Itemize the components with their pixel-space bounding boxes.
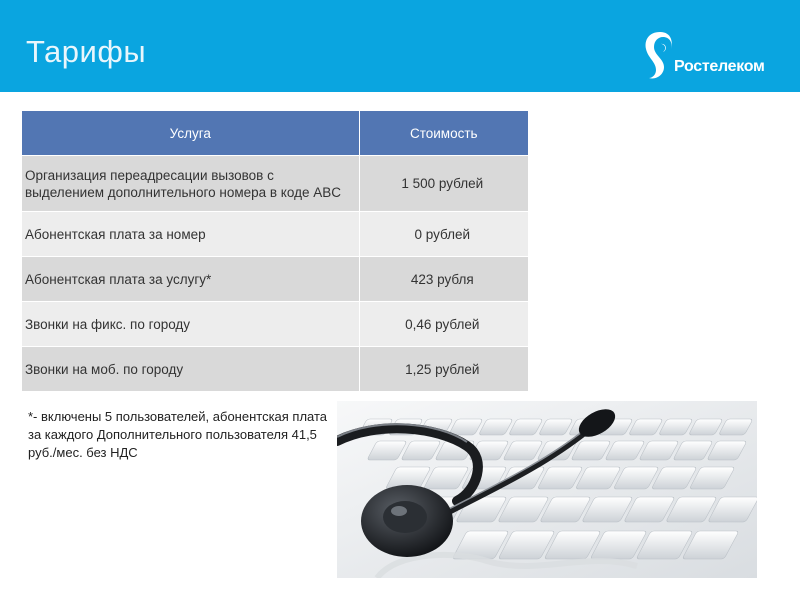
service-cell: Звонки на моб. по городу <box>22 347 359 392</box>
rostelecom-logo <box>640 28 790 80</box>
price-cell: 1 500 рублей <box>359 156 528 212</box>
column-header-price: Стоимость <box>359 111 528 156</box>
price-cell: 1,25 рублей <box>359 347 528 392</box>
table-row <box>22 257 528 302</box>
service-cell: Абонентская плата за номер <box>22 212 359 257</box>
price-cell: 423 рубля <box>359 257 528 302</box>
table-row <box>22 302 528 347</box>
price-cell: 0 рублей <box>359 212 528 257</box>
logo-text: Ростелеком <box>674 58 765 75</box>
table-row <box>22 347 528 392</box>
header-bar <box>0 0 800 92</box>
footnote-text: *- включены 5 пользователей, абонентская плата за каждого Дополнительного пользователя 41,5 руб./мес. без НДС <box>28 409 328 460</box>
service-cell: Абонентская плата за услугу* <box>22 257 359 302</box>
service-cell: Организация переадресации вызовов с выделением дополнительного номера в коде ABC <box>22 156 359 212</box>
headset-keyboard-illustration <box>337 401 757 578</box>
table-row <box>22 212 528 257</box>
tariffs-table <box>22 111 528 391</box>
service-cell: Звонки на фикс. по городу <box>22 302 359 347</box>
page-title: Тарифы <box>26 34 147 69</box>
table-row <box>22 156 528 212</box>
headset-keyboard-photo <box>337 401 757 578</box>
price-cell: 0,46 рублей <box>359 302 528 347</box>
column-header-service: Услуга <box>22 111 359 156</box>
table-header-row <box>22 111 528 156</box>
